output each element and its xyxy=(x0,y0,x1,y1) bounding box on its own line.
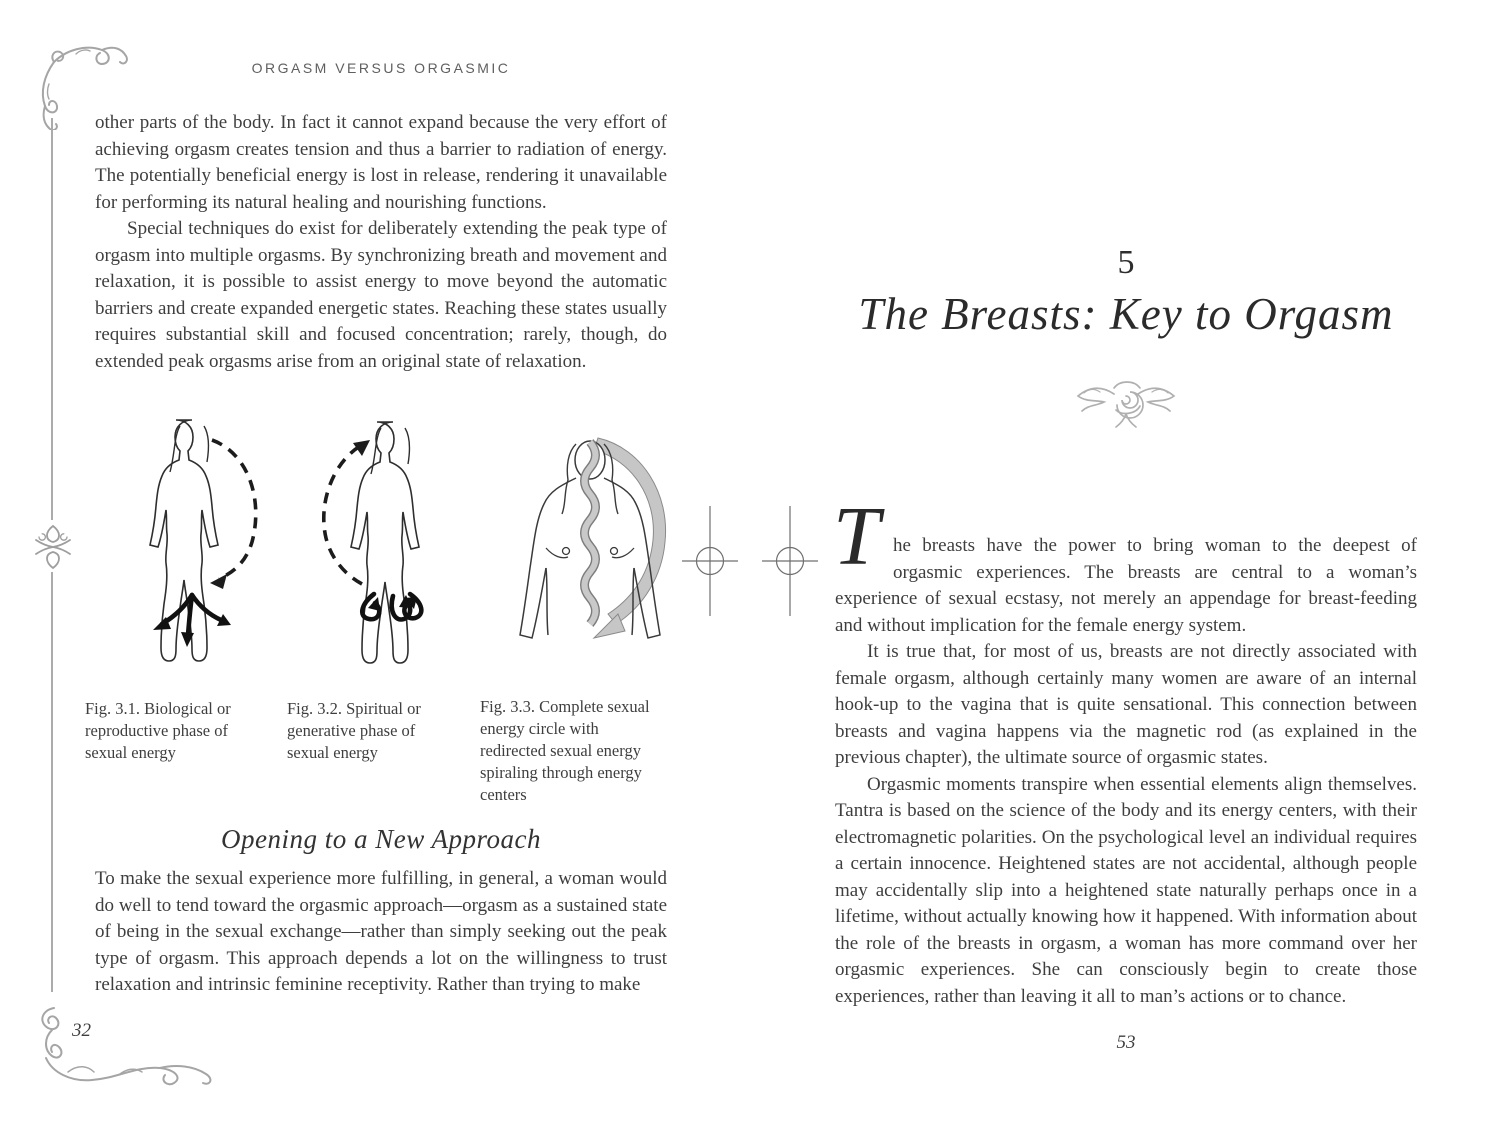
paragraph: It is true that, for most of us, breasts are not directly associated with female orgasm, although certainly many women are aware of an internal hook-up to the vagina that is quite sensational. This connection between breasts and vagina happens via the magnetic rod (as explained in the previous chapter), the ultimate source of orgasmic states. xyxy=(835,641,1417,768)
dropcap-letter: T xyxy=(833,490,880,583)
figure-3-3-caption: Fig. 3.3. Complete sexual energy circle with redirected sexual energy spiraling through energy centers xyxy=(480,697,650,804)
paragraph xyxy=(833,490,1417,639)
chapter-number: 5 xyxy=(1117,244,1135,281)
paragraph-text: he breasts have the power to bring woman to the deepest of orgasmic experiences. The breasts are central to a woman’s experience of sexual ecstasy, not merely an appendage for breast-feeding and without implication for the female energy system. xyxy=(835,535,1417,636)
left-page-section-text xyxy=(95,866,667,999)
paragraph: other parts of the body. In fact it cannot expand because the very effort of achieving orgasm creates tension and thus a barrier to radiation of energy. The potentially beneficial energy is lost in release, rendering it unavailable for performing its natural healing and nourishing functions. xyxy=(95,112,667,213)
left-page-body-text xyxy=(95,110,667,375)
corner-flourish-icon xyxy=(24,1004,234,1092)
running-header: ORGASM VERSUS ORGASMIC xyxy=(251,60,511,76)
section-heading: Opening to a New Approach xyxy=(221,824,541,854)
margin-rule xyxy=(51,572,53,992)
rose-ornament-icon xyxy=(1070,370,1182,430)
page-number-left: 32 xyxy=(72,1020,91,1041)
page-number-right: 53 xyxy=(1116,1032,1136,1053)
figure-3-1-caption: Fig. 3.1. Biological or reproductive phase of sexual energy xyxy=(85,699,231,762)
figure-3-2-caption: Fig. 3.2. Spiritual or generative phase of sexual energy xyxy=(287,699,421,762)
paragraph: Special techniques do exist for deliberately extending the peak type of orgasm into multiple orgasms. By synchronizing breath and movement and relaxation, it is possible to assist energy to move beyond the automatic barriers and create expanded energetic states. Reaching these states usually requires substantial skill and focused concentration; rarely, though, do extended peak orgasms arise from an original state of relaxation. xyxy=(95,218,667,372)
fleuron-icon xyxy=(34,524,72,570)
margin-rule xyxy=(51,118,53,520)
right-page-body-text xyxy=(833,490,1417,1010)
paragraph: To make the sexual experience more fulfilling, in general, a woman would do well to tend toward the orgasmic approach—orgasm as a sustained state of being in the sexual exchange—rather than simply seeking out the peak type of orgasm. This approach depends a lot on the willingness to trust relaxation and intrinsic feminine receptivity. Rather than trying to make xyxy=(95,868,667,995)
chapter-title: The Breasts: Key to Orgasm xyxy=(858,289,1394,339)
figure-3-1-illustration xyxy=(100,410,285,693)
registration-mark-icon xyxy=(681,504,739,618)
figure-3-3-illustration xyxy=(502,430,677,670)
registration-mark-icon xyxy=(761,504,819,618)
figure-3-2-illustration xyxy=(298,412,483,695)
paragraph: Orgasmic moments transpire when essential elements align themselves. Tantra is based on the science of the body and its energy centers, with their electromagnetic polarities. On the psychological level an individual requires a certain innocence. Heightened states are not accidental, although people may accidentally slip into a heightened state naturally perhaps once in a lifetime, without actually knowing how it happened. With information about the role of the breasts in orgasm, a woman has more command over her orgasmic experiences. She can consciously begin to create those experiences, rather than leaving it all to man’s actions or to chance. xyxy=(835,773,1417,1007)
